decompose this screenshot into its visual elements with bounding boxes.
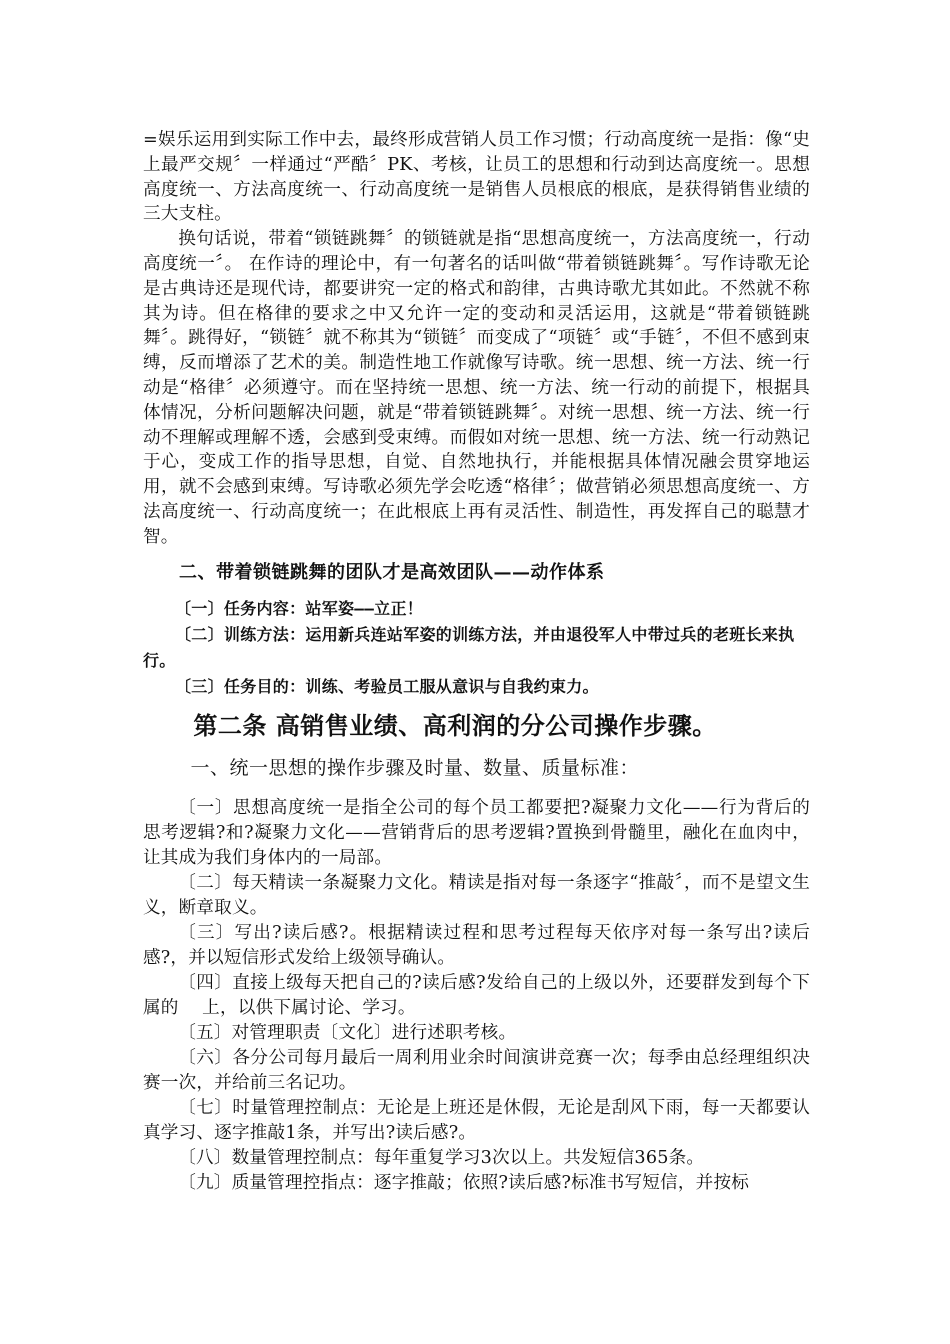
article-subtitle: 一、统一思想的操作步骤及时量、数量、质量标准： bbox=[190, 756, 640, 779]
body-paragraph: 换句话说，带着“锁链跳舞〞的锁链就是指“思想高度统一，方法高度统一，行动高度统一〞。 在作诗的理论中，有一句著名的话叫做“带着锁链跳舞〞。写作诗歌无论是古典诗还是现代诗，都要讲究一定的格式和韵律，古典诗歌尤其如此。不然就不称其为诗。但在格律的要求之中又允许一定的变动和灵活运用，这就是“带着锁链跳舞〞。跳得好，“锁链〞就不称其为“锁链〞而变成了“项链〞或“手链〞，不但不感到束缚，反而增添了艺术的美。制造性地工作就像写诗歌。统一思想、统一方法、统一行动是“格律〞必须遵守。而在坚持统一思想、统一方法、统一行动的前提下，根据具体情况，分析问题解决问题，就是“带着锁链跳舞〞。对统一思想、统一方法、统一行动不理解或理解不透，会感到受束缚。而假如对统一思想、统一方法、统一行动熟记于心，变成工作的指导思想，自觉、自然地执行，并能根据具体情况融会贯穿地运用，就不会感到束缚。写诗歌必须先学会吃透“格律〞；做营销必须思想高度统一、方法高度统一、行动高度统一；在此根底上再有灵活性、制造性，再发挥自己的聪慧才智。 bbox=[143, 229, 810, 547]
section-heading: 二、带着锁链跳舞的团队才是高效团队——动作体系 bbox=[179, 561, 605, 583]
step-item: 〔九〕质量管理控指点：逐字推敲；依照?读后感?标准书写短信，并按标 bbox=[178, 1172, 750, 1193]
step-item: 〔三〕写出?读后感?。根据精读过程和思考过程每天依序对每一条写出?读后感?，并以短信形式发给上级领导确认。 bbox=[143, 922, 810, 968]
step-item: 〔八〕数量管理控制点：每年重复学习3次以上。共发短信365条。 bbox=[178, 1147, 705, 1168]
step-item: 〔四〕直接上级每天把自己的?读后感?发给自己的上级以外，还要群发到每个下属的 上，以供下属讨论、学习。 bbox=[143, 972, 810, 1018]
task-item: 〔二〕训练方法：运用新兵连站军姿的训练方法，并由退役军人中带过兵的老班长来执行。 bbox=[143, 624, 795, 670]
document-page bbox=[143, 128, 810, 1196]
body-paragraph: =娱乐运用到实际工作中去，最终形成营销人员工作习惯；行动高度统一是指：像“史上最严交规〞一样通过“严酷〞PK、考核，让员工的思想和行动到达高度统一。思想高度统一、方法高度统一、行动高度统一是销售人员根底的根底，是获得销售业绩的三大支柱。 bbox=[143, 130, 810, 225]
step-item: 〔五〕对管理职责〔文化〕进行述职考核。 bbox=[178, 1022, 517, 1043]
article-title: 第二条 高销售业绩、高利润的分公司操作步骤。 bbox=[193, 711, 717, 740]
step-item: 〔一〕思想高度统一是指全公司的每个员工都要把?凝聚力文化——行为背后的思考逻辑?和?凝聚力文化——营销背后的思考逻辑?置换到骨髓里，融化在血肉中，让其成为我们身体内的一局部。 bbox=[143, 797, 810, 868]
step-item: 〔七〕时量管理控制点：无论是上班还是休假，无论是刮风下雨，每一天都要认真学习、逐字推敲1条，并写出?读后感?。 bbox=[143, 1097, 810, 1143]
task-item: 〔一〕任务内容：站军姿——立正！ bbox=[175, 598, 424, 618]
step-item: 〔六〕各分公司每月最后一周利用业余时间演讲竞赛一次；每季由总经理组织决赛一次，并给前三名记功。 bbox=[143, 1047, 810, 1093]
task-item: 〔三〕任务目的：训练、考验员工服从意识与自我约束力。 bbox=[175, 676, 599, 696]
step-item: 〔二〕每天精读一条凝聚力文化。精读是指对每一条逐字“推敲〞，而不是望文生义，断章取义。 bbox=[143, 872, 810, 918]
